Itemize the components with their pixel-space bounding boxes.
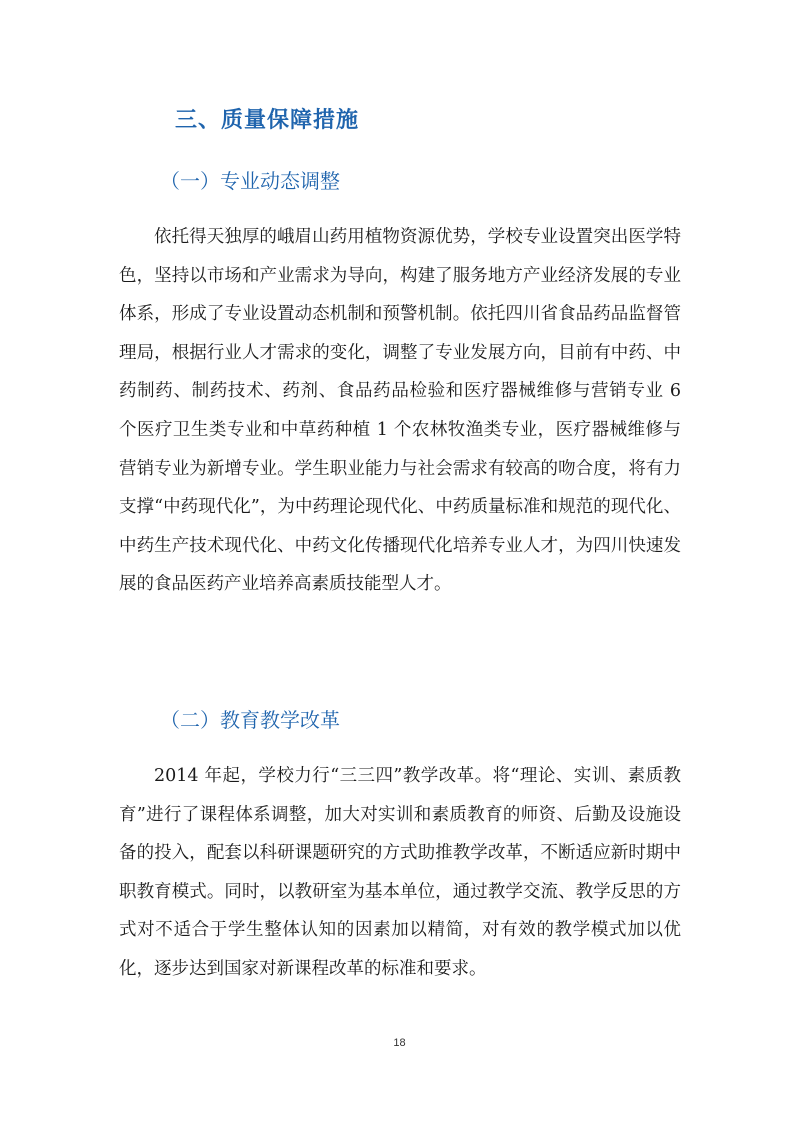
paragraph-teaching-reform: 2014 年起，学校力行“三三四”教学改革。将“理论、实训、素质教育”进行了课程体系调整，加大对实训和素质教育的师资、后勤及设施设备的投入，配套以科研课题研究的方式助推教学改革，不断适应新时期中职教育模式。同时，以教研室为基本单位，通过教学交流、教学反思的方式对不适合于学生整体认知的因素加以精简，对有效的教学模式加以优化，逐步达到国家对新课程改革的标准和要求。: [119, 766, 681, 979]
paragraph-professional-adjustment: 依托得天独厚的峨眉山药用植物资源优势，学校专业设置突出医学特色，坚持以市场和产业需求为导向，构建了服务地方产业经济发展的专业体系，形成了专业设置动态机制和预警机制。依托四川省食品药品监督管理局，根据行业人才需求的变化，调整了专业发展方向，目前有中药、中药制药、制药技术、药剂、食品药品检验和医疗器械维修与营销专业 6 个医疗卫生类专业和中草药种植 1 个农林牧渔类专业，医疗器械维修与营销专业为新增专业。学生职业能力与社会需求有较高的吻合度，将有力支撑“中药现代化”，为中药理论现代化、中药质量标准和规范的现代化、中药生产技术现代化、中药文化传播现代化培养专业人才，为四川快速发展的食品医药产业培养高素质技能型人才。: [119, 227, 681, 595]
subsection-title-teaching-reform: （二）教育教学改革: [160, 708, 340, 732]
page-number: 18: [393, 1037, 406, 1049]
subsection-title-professional-adjustment: （一）专业动态调整: [160, 169, 340, 193]
section-title: 三、质量保障措施: [175, 108, 360, 133]
